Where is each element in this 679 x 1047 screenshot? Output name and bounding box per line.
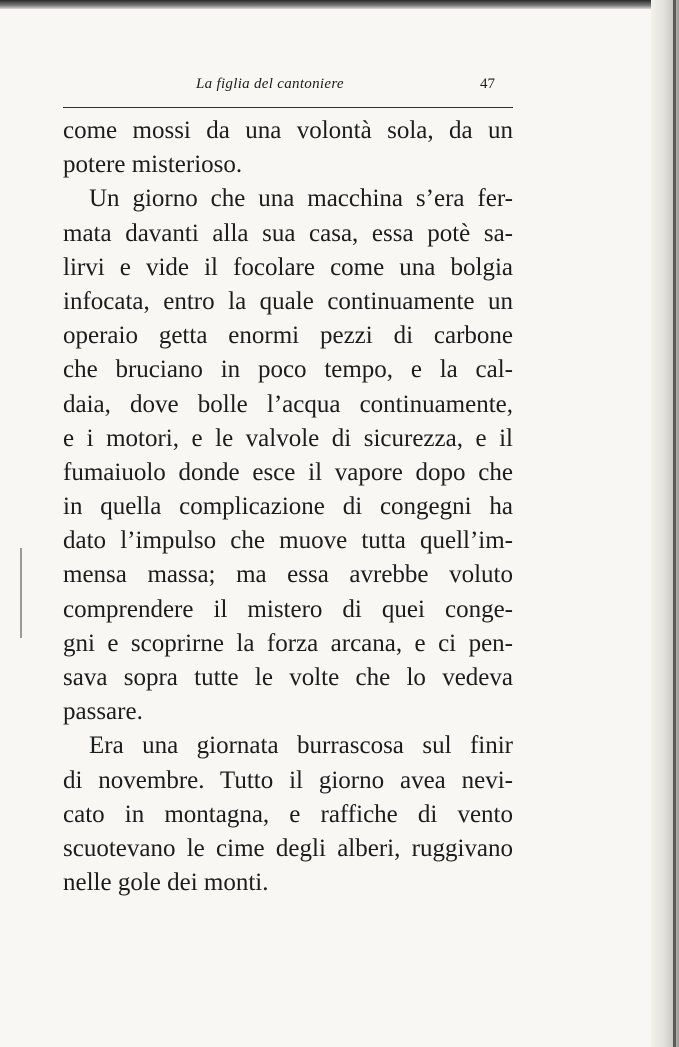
body-text bbox=[63, 114, 513, 900]
text-line: potere misterioso. bbox=[63, 151, 243, 179]
text-line: sava sopra tutte le volte che lo vedeva bbox=[63, 664, 513, 691]
header-rule bbox=[63, 107, 513, 108]
text-line: mensa massa; ma essa avrebbe voluto bbox=[63, 561, 513, 589]
text-line: infocata, entro la quale continuamente un bbox=[63, 287, 513, 315]
margin-mark bbox=[20, 548, 22, 638]
text-line: passare. bbox=[63, 698, 143, 726]
text-line: e i motori, e le valvole di sicurezza, e il bbox=[63, 424, 513, 452]
text-line: come mossi da una volontà sola, da un bbox=[63, 117, 513, 144]
text-line: gni e scoprirne la forza arcana, e ci pen- bbox=[63, 629, 513, 657]
text-line: di novembre. Tutto il giorno avea nevi- bbox=[63, 766, 513, 794]
text-line: mata davanti alla sua casa, essa potè sa- bbox=[63, 219, 513, 247]
page-top-shadow bbox=[0, 0, 679, 9]
text-line: comprendere il mistero di quei conge- bbox=[63, 595, 513, 623]
text-line: daia, dove bolle l’acqua continuamente, bbox=[63, 390, 513, 418]
page-number: 47 bbox=[480, 76, 495, 92]
text-line: dato l’impulso che muove tutta quell’im- bbox=[63, 527, 513, 555]
text-line: nelle gole dei monti. bbox=[63, 869, 269, 897]
text-line: Era una giornata burrascosa sul finir bbox=[89, 732, 513, 760]
text-line: scuotevano le cime degli alberi, ruggivano bbox=[63, 834, 513, 862]
text-line: lirvi e vide il focolare come una bolgia bbox=[63, 253, 513, 281]
text-line: fumaiuolo donde esce il vapore dopo che bbox=[63, 458, 513, 486]
text-line: cato in montagna, e raffiche di vento bbox=[63, 800, 513, 828]
text-line: Un giorno che una macchina s’era fer- bbox=[89, 185, 513, 213]
running-title: La figlia del cantoniere bbox=[196, 76, 344, 92]
text-line: che bruciano in poco tempo, e la cal- bbox=[63, 356, 513, 384]
text-line: operaio getta enormi pezzi di carbone bbox=[63, 322, 513, 350]
binding-edge-line bbox=[673, 0, 676, 1047]
text-line: in quella complicazione di congegni ha bbox=[63, 493, 513, 521]
